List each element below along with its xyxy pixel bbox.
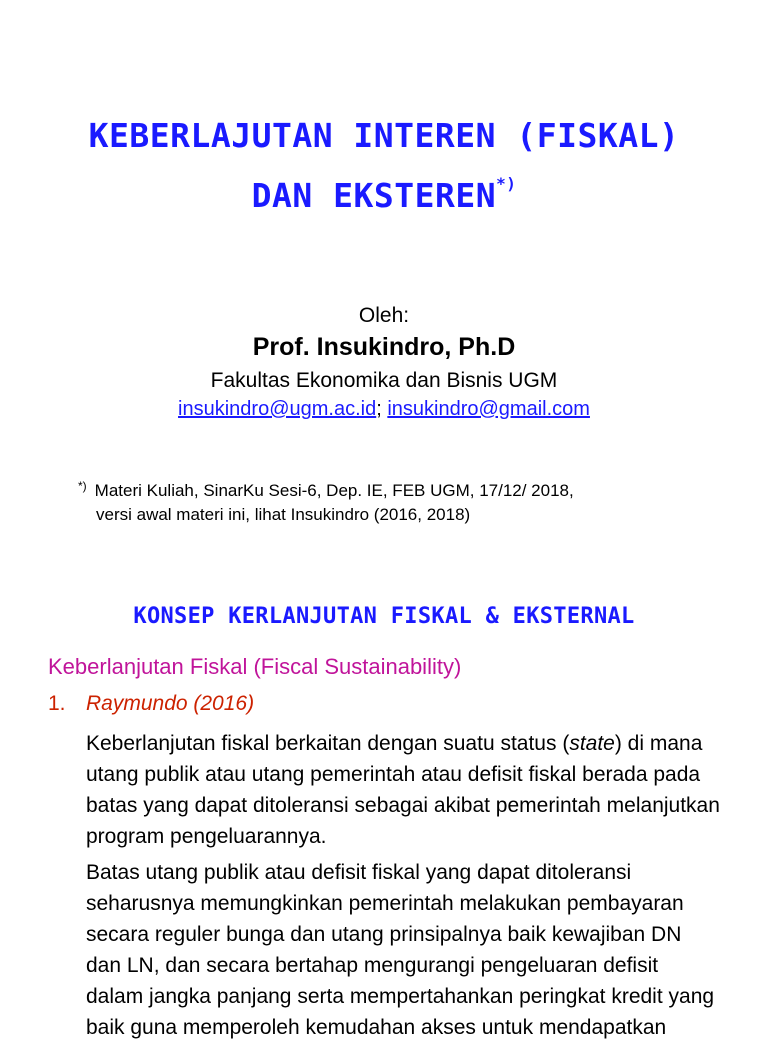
title-footnote-marker: *) — [496, 174, 517, 193]
email-links — [0, 398, 768, 421]
paragraph-1-line1-a: Keberlanjutan fiskal berkaitan dengan suatu status ( — [86, 732, 570, 755]
footnote-text-1: Materi Kuliah, SinarKu Sesi-6, Dep. IE, FEB UGM, 17/12/ 2018, — [94, 481, 574, 500]
footnote-marker: *) — [78, 479, 87, 493]
footnote-line2: versi awal materi ini, lihat Insukindro (2016, 2018) — [96, 505, 471, 524]
paragraph-1-line: program pengeluarannya. — [86, 825, 327, 848]
section-title: KONSEP KERLANJUTAN FISKAL & EKSTERNAL — [133, 604, 635, 629]
paragraph-2-line: secara reguler bunga dan utang prinsipalnya baik kewajiban DN — [86, 923, 682, 946]
paragraph-1-line: utang publik atau utang pemerintah atau defisit fiskal berada pada — [86, 763, 701, 786]
list-item-number: 1. — [48, 692, 66, 715]
paragraph-1-emphasis: state — [569, 732, 615, 755]
paragraph-2-line: baik guna memperoleh kemudahan akses untuk mendapatkan — [86, 1016, 667, 1039]
email-link-ugm[interactable]: insukindro@ugm.ac.id — [178, 398, 377, 420]
subsection-title: Keberlanjutan Fiskal (Fiscal Sustainability) — [48, 654, 462, 679]
paragraph-2-line: Batas utang publik atau defisit fiskal yang dapat ditoleransi — [86, 861, 632, 884]
email-link-gmail[interactable]: insukindro@gmail.com — [387, 398, 590, 420]
slide-title-line2 — [0, 160, 768, 220]
faculty-name: Fakultas Ekonomika dan Bisnis UGM — [210, 369, 558, 392]
paragraph-2-line: dalam jangka panjang serta mempertahankan peringkat kredit yang — [86, 985, 715, 1008]
author-name: Prof. Insukindro, Ph.D — [252, 333, 516, 361]
paragraph-2-line: dan LN, dan secara bertahap mengurangi pengeluaran defisit — [86, 954, 659, 977]
paragraph-1-line1-b: ) di mana — [614, 732, 703, 755]
paragraph-1 — [86, 728, 746, 852]
paragraph-1-line — [86, 728, 746, 759]
footnote-line1 — [78, 474, 574, 503]
list-item-label: Raymundo (2016) — [86, 692, 255, 715]
slide-title-line2-text: DAN EKSTEREN — [251, 176, 497, 215]
paragraph-2-line: seharusnya memungkinkan pemerintah melakukan pembayaran — [86, 892, 684, 915]
paragraph-2 — [86, 857, 746, 1043]
slide-title — [0, 112, 768, 220]
email-separator: ; — [376, 398, 382, 420]
paragraph-1-line: batas yang dapat ditoleransi sebagai akibat pemerintah melanjutkan — [86, 794, 720, 817]
slide-title-line1: KEBERLAJUTAN INTEREN (FISKAL) — [88, 116, 680, 155]
oleh-label: Oleh: — [358, 304, 410, 327]
